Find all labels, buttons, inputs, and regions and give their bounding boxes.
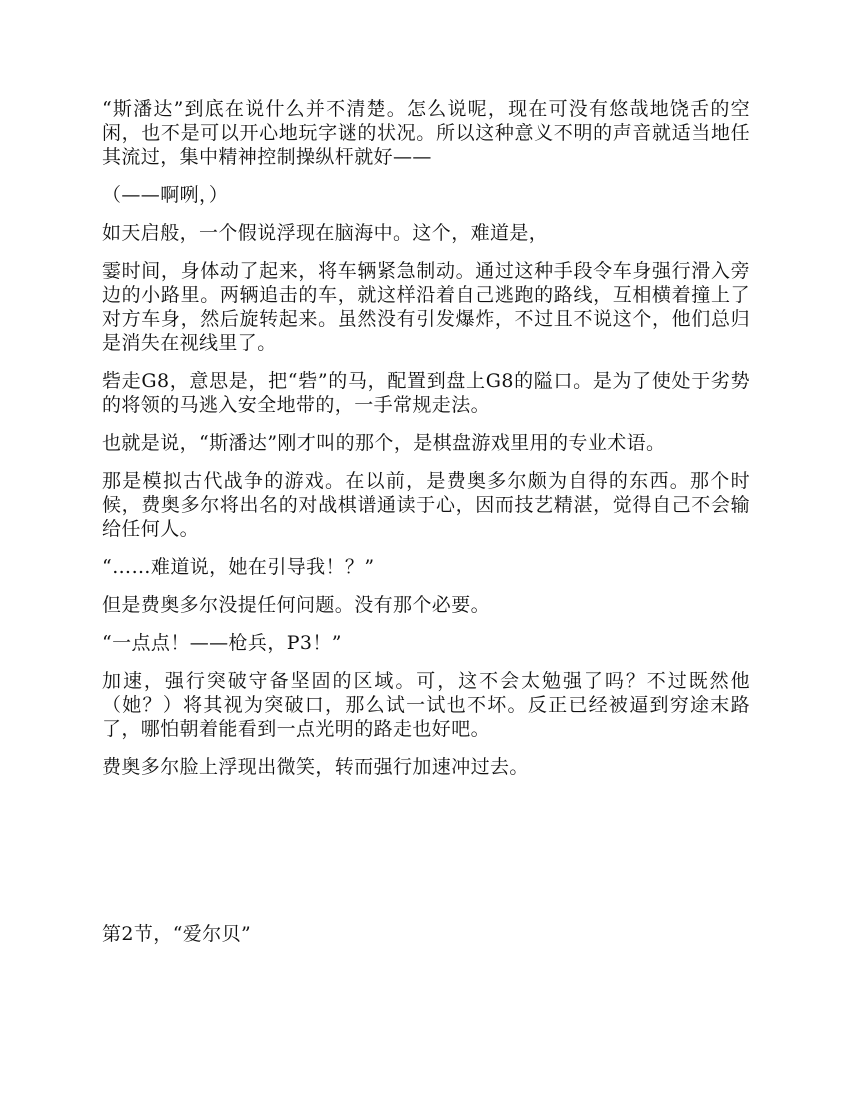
document-body: [102, 97, 750, 793]
paragraph: 加速，强行突破守备坚固的区域。可，这不会太勉强了吗？不过既然他（她？）将其视为突破口，那么试一试也不坏。反正已经被逼到穷途末路了，哪怕朝着能看到一点光明的路走也好吧。: [102, 670, 750, 740]
paragraph: “一点点！——枪兵，P3！”: [102, 632, 342, 654]
paragraph: 如天启般，一个假说浮现在脑海中。这个，难道是，: [102, 222, 549, 244]
paragraph: 也就是说，“斯潘达”刚才叫的那个，是棋盘游戏里用的专业术语。: [102, 432, 666, 454]
paragraph: “斯潘达”到底在说什么并不清楚。怎么说呢，现在可没有悠哉地饶舌的空闲，也不是可以开心地玩字谜的状况。所以这种意义不明的声音就适当地任其流过，集中精神控制操纵杆就好——: [102, 98, 750, 168]
paragraph: 费奥多尔脸上浮现出微笑，转而强行加速冲过去。: [102, 756, 529, 778]
paragraph: 但是费奥多尔没提任何问题。没有那个必要。: [102, 594, 491, 616]
section-heading: 第2节，“爱尔贝”: [102, 923, 252, 945]
paragraph: 那是模拟古代战争的游戏。在以前，是费奥多尔颇为自得的东西。那个时候，费奥多尔将出名的对战棋谱通读于心，因而技艺精湛，觉得自己不会输给任何人。: [102, 470, 750, 540]
paragraph: “……难道说，她在引导我！？”: [102, 556, 375, 578]
paragraph: （——啊咧，）: [102, 184, 229, 206]
paragraph: 砦走G8，意思是，把“砦”的马，配置到盘上G8的隘口。是为了使处于劣势的将领的马逃入安全地带的，一手常规走法。: [102, 370, 750, 416]
paragraph: 霎时间，身体动了起来，将车辆紧急制动。通过这种手段令车身强行滑入旁边的小路里。两辆追击的车，就这样沿着自己逃跑的路线，互相横着撞上了对方车身，然后旋转起来。虽然没有引发爆炸，不过且不说这个，他们总归是消失在视线里了。: [102, 260, 750, 354]
